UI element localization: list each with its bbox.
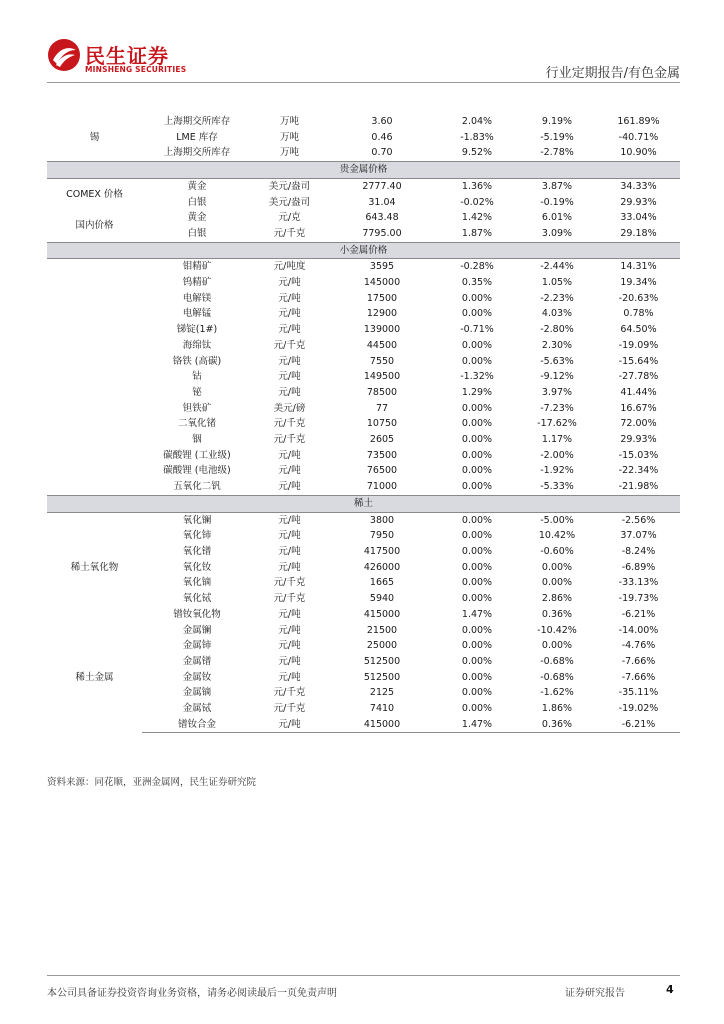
cell-price: 2125 bbox=[369, 687, 395, 699]
cell-item-name: 金属镨 bbox=[182, 655, 212, 667]
cell-price: 44500 bbox=[366, 339, 398, 351]
cell-price: 71000 bbox=[366, 481, 398, 493]
table-row bbox=[47, 685, 680, 701]
cell-price: 415000 bbox=[327, 717, 437, 733]
cell-item-name: 镨钕合金 bbox=[142, 717, 252, 733]
cell-unit: 元/吨 bbox=[278, 655, 301, 667]
cell-monthly-change: -1.62% bbox=[540, 687, 574, 699]
cell-monthly-change: 3.97% bbox=[541, 386, 573, 398]
cell-ytd-change: 19.34% bbox=[620, 277, 657, 289]
cell-unit: 元/吨 bbox=[278, 292, 301, 304]
table-row bbox=[47, 195, 680, 211]
cell-price: 2605 bbox=[369, 434, 395, 446]
cell-ytd-change: 29.93% bbox=[620, 196, 657, 208]
cell-ytd-change: -27.78% bbox=[618, 371, 659, 383]
cell-item-name: 金属铽 bbox=[182, 703, 212, 715]
cell-price: 415000 bbox=[363, 608, 401, 620]
cell-monthly-change: 0.00% bbox=[541, 640, 573, 652]
cell-item-name: 碳酸锂 (工业级) bbox=[163, 449, 231, 461]
cell-unit: 元/吨 bbox=[278, 371, 301, 383]
cell-item-name: 铬铁 (高碳) bbox=[172, 355, 222, 367]
cell-price: 7410 bbox=[369, 703, 395, 715]
cell-weekly-change: 0.00% bbox=[461, 418, 493, 430]
company-logo bbox=[47, 38, 207, 78]
cell-ytd-change: 14.31% bbox=[620, 261, 657, 273]
section-header-row bbox=[47, 162, 680, 179]
cell-weekly-change: 1.42% bbox=[461, 212, 493, 224]
table-row bbox=[47, 575, 680, 591]
table-row bbox=[47, 369, 680, 385]
cell-ytd-change: -7.66% bbox=[621, 655, 656, 667]
cell-ytd-change: 10.90% bbox=[620, 147, 657, 159]
cell-unit: 元/吨 bbox=[278, 671, 301, 683]
cell-unit: 万吨 bbox=[279, 131, 299, 143]
cell-monthly-change: -0.68% bbox=[540, 655, 574, 667]
cell-price: 2777.40 bbox=[362, 180, 402, 192]
table-row bbox=[47, 512, 680, 528]
cell-unit: 元/吨 bbox=[278, 640, 301, 652]
table-row bbox=[47, 210, 680, 226]
cell-price: 7950 bbox=[369, 530, 395, 542]
group-label: 锡 bbox=[89, 131, 100, 143]
cell-ytd-change: -6.21% bbox=[597, 717, 680, 733]
cell-weekly-change: 0.00% bbox=[461, 308, 493, 320]
cell-monthly-change: 1.05% bbox=[541, 277, 573, 289]
table-row bbox=[47, 701, 680, 717]
cell-ytd-change: -6.21% bbox=[621, 608, 656, 620]
cell-ytd-change: -22.34% bbox=[618, 465, 659, 477]
cell-unit: 元/吨 bbox=[278, 386, 301, 398]
table-row bbox=[47, 638, 680, 654]
cell-unit: 元/千克 bbox=[273, 434, 306, 446]
cell-ytd-change: -15.64% bbox=[618, 355, 659, 367]
cell-price: 76500 bbox=[366, 465, 398, 477]
cell-monthly-change: 2.30% bbox=[541, 339, 573, 351]
cell-item-name: 氧化镝 bbox=[182, 577, 212, 589]
cell-ytd-change: -15.03% bbox=[618, 449, 659, 461]
cell-weekly-change: 1.47% bbox=[437, 717, 517, 733]
table-row bbox=[47, 479, 680, 495]
cell-weekly-change: -0.02% bbox=[460, 196, 494, 208]
footer-divider bbox=[47, 975, 680, 976]
table-row bbox=[47, 717, 680, 733]
table-row bbox=[47, 623, 680, 639]
cell-ytd-change: -14.00% bbox=[618, 624, 659, 636]
cell-item-name: 锑锭(1#) bbox=[176, 324, 218, 336]
cell-ytd-change: -33.13% bbox=[618, 577, 659, 589]
table-row bbox=[47, 654, 680, 670]
cell-weekly-change: 0.00% bbox=[461, 561, 493, 573]
cell-price: 25000 bbox=[366, 640, 398, 652]
cell-item-name: 氧化镨 bbox=[182, 545, 212, 557]
cell-price: 3800 bbox=[369, 514, 395, 526]
cell-weekly-change: 0.00% bbox=[461, 624, 493, 636]
cell-ytd-change: -4.76% bbox=[621, 640, 656, 652]
cell-item-name: 二氧化锗 bbox=[177, 418, 216, 430]
cell-monthly-change: 9.19% bbox=[541, 116, 573, 127]
page-header bbox=[0, 0, 724, 84]
cell-weekly-change: 1.87% bbox=[461, 227, 493, 239]
cell-monthly-change: -2.23% bbox=[540, 292, 574, 304]
cell-weekly-change: 0.00% bbox=[461, 465, 493, 477]
section-header-row bbox=[47, 242, 680, 259]
table-row bbox=[47, 432, 680, 448]
cell-monthly-change: 2.86% bbox=[541, 593, 573, 605]
section-title: 贵金属价格 bbox=[47, 162, 680, 179]
table-row bbox=[47, 448, 680, 464]
cell-weekly-change: 0.35% bbox=[461, 277, 493, 289]
cell-ytd-change: 29.93% bbox=[620, 434, 657, 446]
cell-weekly-change: 0.00% bbox=[461, 545, 493, 557]
doc-type: 证券研究报告 bbox=[565, 988, 625, 999]
cell-item-name: 钴 bbox=[192, 371, 202, 383]
cell-weekly-change: 0.00% bbox=[461, 593, 493, 605]
table-row bbox=[47, 322, 680, 338]
cell-item-name: 金属镝 bbox=[182, 687, 212, 699]
cell-unit: 元/吨 bbox=[278, 530, 301, 542]
cell-ytd-change: -8.24% bbox=[621, 545, 656, 557]
source-note: 资料来源：同花顺，亚洲金属网，民生证券研究院 bbox=[47, 777, 257, 788]
cell-price: 10750 bbox=[366, 418, 398, 430]
cell-unit: 元/千克 bbox=[273, 339, 306, 351]
cell-ytd-change: 16.67% bbox=[620, 402, 657, 414]
cell-ytd-change: -20.63% bbox=[618, 292, 659, 304]
cell-item-name: 氧化钕 bbox=[182, 561, 212, 573]
cell-monthly-change: 1.17% bbox=[541, 434, 573, 446]
report-type: 行业定期报告/有色金属 bbox=[545, 66, 680, 81]
cell-weekly-change: -1.83% bbox=[460, 131, 494, 143]
cell-item-name: 白银 bbox=[187, 227, 207, 239]
cell-unit: 元/克 bbox=[278, 212, 301, 224]
cell-item-name: 铋 bbox=[192, 386, 202, 398]
cell-price: 1665 bbox=[369, 577, 395, 589]
cell-monthly-change: -9.12% bbox=[540, 371, 574, 383]
cell-unit: 元/千克 bbox=[273, 593, 306, 605]
cell-item-name: 钨精矿 bbox=[182, 277, 212, 289]
cell-weekly-change: 0.00% bbox=[461, 703, 493, 715]
cell-price: 512500 bbox=[363, 671, 401, 683]
table-row bbox=[47, 130, 680, 146]
cell-monthly-change: 3.09% bbox=[541, 227, 573, 239]
cell-ytd-change: -40.71% bbox=[618, 131, 659, 143]
table-row bbox=[47, 178, 680, 194]
cell-ytd-change: -19.09% bbox=[618, 339, 659, 351]
cell-item-name: 金属镧 bbox=[182, 624, 212, 636]
cell-ytd-change: -19.02% bbox=[618, 703, 659, 715]
table-row bbox=[47, 591, 680, 607]
cell-monthly-change: 0.00% bbox=[541, 577, 573, 589]
cell-weekly-change: 0.00% bbox=[461, 640, 493, 652]
cell-item-name: 上海期交所库存 bbox=[163, 147, 231, 159]
cell-price: 77 bbox=[375, 402, 389, 414]
cell-weekly-change: 0.00% bbox=[461, 481, 493, 493]
cell-weekly-change: 1.36% bbox=[461, 180, 493, 192]
disclaimer-text: 本公司具备证券投资咨询业务资格，请务必阅读最后一页免责声明 bbox=[47, 988, 337, 999]
cell-monthly-change: -2.44% bbox=[540, 261, 574, 273]
logo-english-name: MINSHENG SECURITIES bbox=[85, 65, 187, 74]
cell-item-name: 铟 bbox=[192, 434, 202, 446]
cell-unit: 美元/盎司 bbox=[268, 180, 311, 192]
cell-monthly-change: 0.36% bbox=[517, 717, 597, 733]
cell-ytd-change: 41.44% bbox=[620, 386, 657, 398]
cell-item-name: 氧化铽 bbox=[182, 593, 212, 605]
group-label: 稀土氧化物 bbox=[70, 561, 119, 573]
cell-item-name: 电解锰 bbox=[182, 308, 212, 320]
cell-weekly-change: 0.00% bbox=[461, 530, 493, 542]
cell-item-name: 钽铁矿 bbox=[182, 402, 212, 414]
cell-price: 149500 bbox=[363, 371, 401, 383]
cell-unit: 元/千克 bbox=[273, 577, 306, 589]
table-row bbox=[47, 354, 680, 370]
cell-weekly-change: 0.00% bbox=[461, 339, 493, 351]
table-row bbox=[47, 528, 680, 544]
cell-item-name: 电解镁 bbox=[182, 292, 212, 304]
cell-unit: 元/吨 bbox=[278, 465, 301, 477]
table-row bbox=[47, 338, 680, 354]
table-row bbox=[47, 385, 680, 401]
cell-monthly-change: -10.42% bbox=[537, 624, 577, 636]
cell-unit: 万吨 bbox=[279, 116, 299, 127]
table-row bbox=[47, 463, 680, 479]
cell-ytd-change: 37.07% bbox=[620, 530, 657, 542]
section-title: 小金属价格 bbox=[47, 242, 680, 259]
table-row bbox=[47, 226, 680, 242]
cell-monthly-change: -17.62% bbox=[537, 418, 577, 430]
cell-monthly-change: -0.19% bbox=[540, 196, 574, 208]
table-row bbox=[47, 306, 680, 322]
cell-price: 5940 bbox=[369, 593, 395, 605]
table-row bbox=[47, 275, 680, 291]
cell-item-name: 钼精矿 bbox=[182, 261, 212, 273]
cell-weekly-change: 0.00% bbox=[461, 577, 493, 589]
cell-item-name: 金属铈 bbox=[182, 640, 212, 652]
cell-ytd-change: 161.89% bbox=[617, 116, 660, 127]
cell-price: 643.48 bbox=[365, 212, 399, 224]
cell-monthly-change: -5.33% bbox=[540, 481, 574, 493]
cell-unit: 元/千克 bbox=[273, 687, 306, 699]
page-number: 4 bbox=[666, 983, 674, 996]
cell-ytd-change: -6.89% bbox=[621, 561, 656, 573]
cell-item-name: 金属钕 bbox=[182, 671, 212, 683]
cell-unit: 元/千克 bbox=[273, 227, 306, 239]
cell-monthly-change: 1.86% bbox=[541, 703, 573, 715]
header-divider bbox=[47, 82, 680, 83]
table-row bbox=[47, 416, 680, 432]
cell-monthly-change: -2.80% bbox=[540, 324, 574, 336]
cell-weekly-change: 1.29% bbox=[461, 386, 493, 398]
group-label: COMEX 价格 bbox=[66, 188, 123, 200]
cell-weekly-change: 0.00% bbox=[461, 671, 493, 683]
cell-item-name: 氧化镧 bbox=[182, 514, 212, 526]
cell-price: 73500 bbox=[366, 449, 398, 461]
cell-item-name: 镨钕氧化物 bbox=[173, 608, 221, 620]
cell-monthly-change: -7.23% bbox=[540, 402, 574, 414]
cell-weekly-change: 0.00% bbox=[461, 655, 493, 667]
cell-monthly-change: 0.36% bbox=[541, 608, 573, 620]
cell-ytd-change: 34.33% bbox=[620, 180, 657, 192]
cell-item-name: 黄金 bbox=[187, 212, 207, 224]
cell-monthly-change: -2.78% bbox=[540, 147, 574, 159]
cell-monthly-change: 10.42% bbox=[538, 530, 576, 542]
cell-monthly-change: 4.03% bbox=[541, 308, 573, 320]
cell-weekly-change: -0.28% bbox=[460, 261, 494, 273]
cell-ytd-change: -7.66% bbox=[621, 671, 656, 683]
group-label: 稀土金属 bbox=[75, 671, 114, 683]
table-row bbox=[47, 145, 680, 161]
cell-ytd-change: 29.18% bbox=[620, 227, 657, 239]
minsheng-logo-icon bbox=[47, 38, 81, 72]
cell-monthly-change: -0.68% bbox=[540, 671, 574, 683]
table-row bbox=[47, 291, 680, 307]
cell-item-name: 五氧化二钒 bbox=[173, 481, 221, 493]
cell-price: 417500 bbox=[363, 545, 401, 557]
cell-price: 512500 bbox=[363, 655, 401, 667]
metal-price-table bbox=[47, 114, 680, 733]
cell-weekly-change: 2.04% bbox=[461, 116, 493, 127]
group-label bbox=[47, 259, 142, 496]
cell-unit: 元/千克 bbox=[273, 418, 306, 430]
cell-unit: 元/吨 bbox=[278, 561, 301, 573]
cell-unit: 元/吨 bbox=[278, 608, 301, 620]
cell-weekly-change: 0.00% bbox=[461, 449, 493, 461]
cell-price: 12900 bbox=[366, 308, 398, 320]
logo-chinese-name: 民生证券 bbox=[85, 44, 169, 68]
cell-ytd-change: -35.11% bbox=[618, 687, 659, 699]
cell-weekly-change: 1.47% bbox=[461, 608, 493, 620]
cell-price: 21500 bbox=[366, 624, 398, 636]
cell-price: 0.46 bbox=[371, 131, 393, 143]
cell-weekly-change: 0.00% bbox=[461, 355, 493, 367]
cell-price: 78500 bbox=[366, 386, 398, 398]
cell-ytd-change: -19.73% bbox=[618, 593, 659, 605]
table-row bbox=[47, 607, 680, 623]
cell-unit: 元/千克 bbox=[273, 703, 306, 715]
cell-price: 17500 bbox=[366, 292, 398, 304]
cell-weekly-change: -0.71% bbox=[460, 324, 494, 336]
cell-weekly-change: 0.00% bbox=[461, 292, 493, 304]
cell-price: 3.60 bbox=[371, 116, 393, 127]
table-row bbox=[47, 114, 680, 130]
cell-monthly-change: -5.19% bbox=[540, 131, 574, 143]
cell-monthly-change: -1.92% bbox=[540, 465, 574, 477]
cell-unit: 美元/盎司 bbox=[268, 196, 311, 208]
cell-monthly-change: 3.87% bbox=[541, 180, 573, 192]
table-row bbox=[47, 401, 680, 417]
cell-unit: 万吨 bbox=[279, 147, 299, 159]
section-header-row bbox=[47, 495, 680, 512]
cell-monthly-change: -2.00% bbox=[540, 449, 574, 461]
cell-unit: 元/吨 bbox=[278, 324, 301, 336]
cell-item-name: 黄金 bbox=[187, 180, 207, 192]
cell-ytd-change: 33.04% bbox=[620, 212, 657, 224]
cell-monthly-change: 6.01% bbox=[541, 212, 573, 224]
cell-unit: 元/吨 bbox=[278, 308, 301, 320]
cell-unit: 元/吨 bbox=[278, 514, 301, 526]
table-row bbox=[47, 544, 680, 560]
table-row bbox=[47, 560, 680, 576]
cell-weekly-change: 0.00% bbox=[461, 687, 493, 699]
cell-price: 145000 bbox=[363, 277, 401, 289]
cell-weekly-change: 0.00% bbox=[461, 434, 493, 446]
cell-unit: 元/吨 bbox=[252, 717, 327, 733]
cell-weekly-change: 0.00% bbox=[461, 514, 493, 526]
cell-ytd-change: 0.78% bbox=[623, 308, 654, 320]
cell-item-name: LME 库存 bbox=[176, 131, 218, 143]
cell-ytd-change: -21.98% bbox=[618, 481, 659, 493]
cell-item-name: 上海期交所库存 bbox=[163, 116, 231, 127]
table-row bbox=[47, 259, 680, 275]
cell-price: 7550 bbox=[369, 355, 395, 367]
cell-unit: 元/吨 bbox=[278, 545, 301, 557]
cell-unit: 元/吨 bbox=[278, 624, 301, 636]
cell-monthly-change: -5.00% bbox=[540, 514, 574, 526]
cell-weekly-change: 9.52% bbox=[461, 147, 493, 159]
cell-price: 0.70 bbox=[371, 147, 393, 159]
group-label: 国内价格 bbox=[75, 220, 114, 232]
cell-monthly-change: 0.00% bbox=[541, 561, 573, 573]
cell-weekly-change: 0.00% bbox=[461, 402, 493, 414]
cell-unit: 元/吨度 bbox=[273, 261, 306, 273]
cell-unit: 美元/磅 bbox=[273, 402, 306, 414]
cell-price: 7795.00 bbox=[362, 227, 402, 239]
cell-price: 426000 bbox=[363, 561, 401, 573]
table-row bbox=[47, 670, 680, 686]
cell-ytd-change: 72.00% bbox=[620, 418, 657, 430]
cell-item-name: 碳酸锂 (电池级) bbox=[163, 465, 231, 477]
cell-unit: 元/吨 bbox=[278, 481, 301, 493]
cell-item-name: 海绵钛 bbox=[182, 339, 212, 351]
cell-monthly-change: -0.60% bbox=[540, 545, 574, 557]
cell-item-name: 氧化铈 bbox=[182, 530, 212, 542]
cell-item-name: 白银 bbox=[187, 196, 207, 208]
cell-ytd-change: -2.56% bbox=[621, 514, 656, 526]
cell-unit: 元/吨 bbox=[278, 277, 301, 289]
cell-price: 31.04 bbox=[368, 196, 396, 208]
cell-unit: 元/吨 bbox=[278, 355, 301, 367]
cell-monthly-change: -5.63% bbox=[540, 355, 574, 367]
cell-unit: 元/吨 bbox=[278, 449, 301, 461]
cell-price: 3595 bbox=[369, 261, 395, 273]
cell-weekly-change: -1.32% bbox=[460, 371, 494, 383]
cell-ytd-change: 64.50% bbox=[620, 324, 657, 336]
cell-price: 139000 bbox=[363, 324, 401, 336]
section-title: 稀土 bbox=[47, 495, 680, 512]
